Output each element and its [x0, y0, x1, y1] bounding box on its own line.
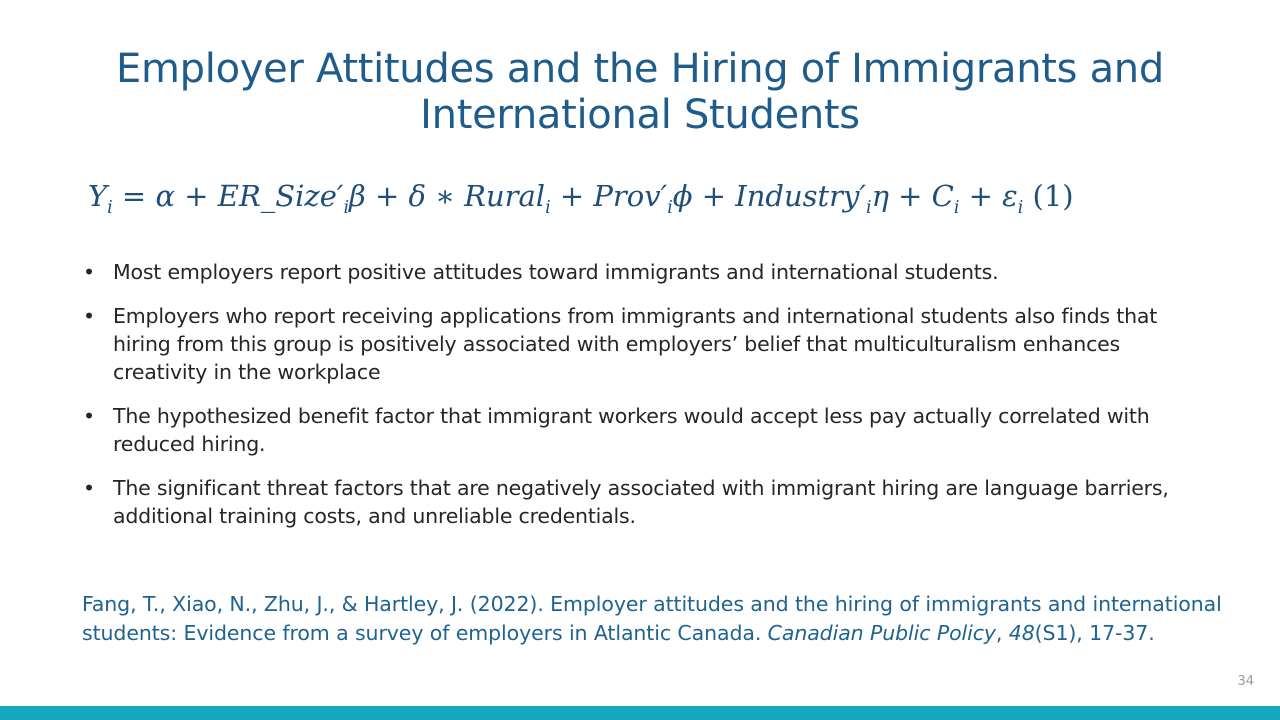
eq-rest-1: = α + ER_Size′ [112, 179, 344, 213]
slide-title: Employer Attitudes and the Hiring of Immigrants and International Students [116, 46, 1164, 138]
bullet-icon: • [83, 304, 95, 328]
citation-journal: Canadian Public Policy [767, 621, 996, 645]
bullet-text: The significant threat factors that are negatively associated with immigrant hiring are language barriers, additional training costs, and unreliable credentials. [113, 476, 1169, 528]
citation-volume: 48 [1008, 621, 1035, 645]
citation-issue-pages: (S1), 17-37. [1034, 621, 1155, 645]
bullet-text: The hypothesized benefit factor that immigrant workers would accept less pay actually correlated with reduced hiring. [113, 404, 1150, 456]
page-number: 34 [1237, 674, 1254, 689]
eq-sub-i: i [107, 197, 113, 218]
eq-y: Y [88, 179, 108, 213]
bullet-icon: • [83, 404, 95, 428]
bullet-text: Most employers report positive attitudes toward immigrants and international students. [113, 260, 999, 284]
citation-sep: , [995, 621, 1009, 645]
bullet-icon: • [83, 476, 95, 500]
list-item [82, 302, 1202, 386]
regression-equation: $Y_i = \alpha$ + $ER\_Size'_i\beta + \delta$ ∗ Rural$_i$ + $Prov'_i\phi$ + $Industry'_i\eta + C_i + \varepsilon_i$ (1) [88, 179, 1074, 218]
citation-text: Fang, T., Xiao, N., Zhu, J., & Hartley, J. (2022). Employer attitudes and the hiring of immigrants and international students: Evidence from a survey of employers in Atlantic Canada. [82, 592, 1222, 645]
findings-list [82, 258, 1202, 546]
list-item [82, 258, 1202, 286]
bullet-text: Employers who report receiving applications from immigrants and international students also finds that hiring from this group is positively associated with employers’ belief that multiculturalism enhances creativity in the workplace [113, 304, 1158, 384]
footer-accent-bar [0, 706, 1280, 720]
citation [82, 590, 1222, 648]
list-item [82, 474, 1202, 530]
list-item [82, 402, 1202, 458]
bullet-icon: • [83, 260, 95, 284]
